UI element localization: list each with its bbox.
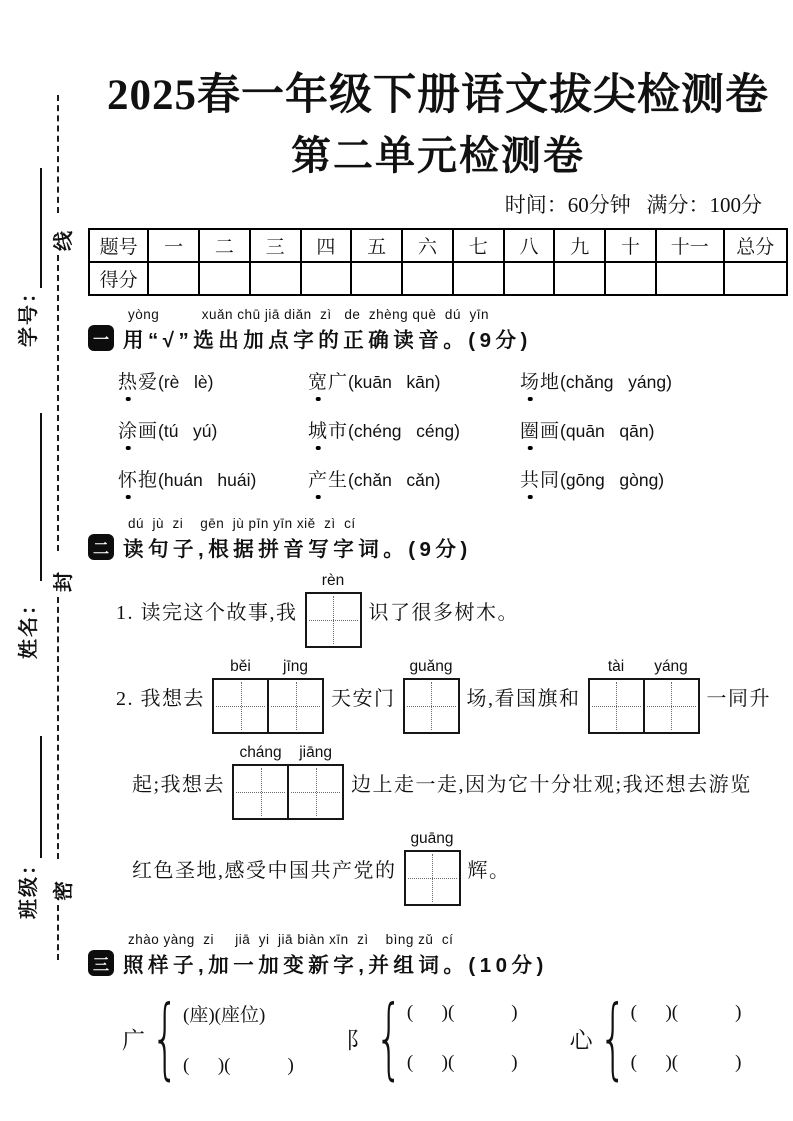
blank-column: [183, 1000, 294, 1077]
pinyin-label-row: [306, 572, 361, 590]
dotted-character: 共: [520, 465, 540, 492]
score-table: [88, 228, 788, 296]
score-entry-cell[interactable]: [605, 262, 656, 295]
writing-cell[interactable]: [214, 680, 267, 732]
dotted-character: 场: [520, 367, 540, 394]
writing-cell[interactable]: [590, 680, 643, 732]
section-3-number-icon: 三: [88, 950, 114, 976]
word-item: [118, 465, 308, 492]
pinyin-label: běi: [230, 658, 251, 676]
score-table-header-cell: 二: [199, 229, 250, 262]
word-rest: 画: [138, 421, 159, 443]
score-label-cell: 得分: [89, 262, 148, 295]
pinyin-options[interactable]: (rè lè): [158, 372, 214, 393]
section-3-title: 照样子,加一加变新字,并组词。(10分): [123, 954, 548, 978]
character-grid-box: [232, 764, 344, 820]
radical-group: [569, 986, 742, 1090]
score-table-header-cell: 十一: [656, 229, 724, 262]
sentence-text: 边上走一走,因为它十分壮观;我还想去游览: [351, 773, 752, 796]
score-table-score-row: [89, 262, 787, 295]
pinyin-label: guāng: [410, 830, 454, 848]
score-table-header-cell: 十: [605, 229, 656, 262]
character-grid-box: [588, 678, 700, 734]
page-subtitle: 第二单元检测卷: [291, 133, 585, 179]
score-table-header-cell: 六: [402, 229, 453, 262]
section-1: [88, 307, 788, 492]
section-1-number-icon: 一: [88, 325, 114, 351]
paper-body: [88, 0, 788, 1090]
exam-time-score-info: 时间：60分钟 满分：100分: [504, 193, 762, 218]
score-entry-cell[interactable]: [656, 262, 724, 295]
word-choice-grid: [118, 367, 788, 492]
sentence-text: 起;我想去: [132, 773, 226, 796]
word-item: [118, 367, 308, 394]
writing-box: [404, 830, 461, 906]
pinyin-label-row: [233, 744, 343, 762]
word-blank-row[interactable]: ( )( ): [406, 1002, 518, 1024]
character-grid-box: [403, 678, 460, 734]
score-table-header-cell: 题号: [89, 229, 148, 262]
brace: {: [598, 986, 627, 1090]
score-entry-cell[interactable]: [250, 262, 301, 295]
radical-group: [345, 986, 518, 1090]
dotted-character: 宽: [308, 367, 328, 394]
writing-box: [403, 658, 460, 734]
score-entry-cell[interactable]: [351, 262, 402, 295]
pinyin-label: guǎng: [409, 658, 453, 676]
pinyin-label-row: [404, 658, 459, 676]
score-entry-cell[interactable]: [724, 262, 787, 295]
pinyin-label-row: [213, 658, 323, 676]
dotted-character: 热: [118, 367, 138, 394]
word-rest: 抱: [138, 470, 159, 492]
sentence-line: [116, 658, 788, 734]
blank-column: [631, 1002, 742, 1074]
pinyin-label: rèn: [321, 572, 345, 590]
writing-box: [588, 658, 700, 734]
radical-char: 心: [569, 1027, 593, 1053]
sentence-text: 识了很多树木。: [368, 601, 519, 624]
word-blank-row[interactable]: ( )( ): [183, 1054, 294, 1076]
section-1-title: 用“√”选出加点字的正确读音。(9分): [123, 329, 532, 353]
pinyin-label: yáng: [654, 658, 688, 676]
word-blank-row[interactable]: (座)(座位): [183, 1004, 266, 1026]
pinyin-label: jiāng: [299, 744, 332, 762]
word-rest: 生: [328, 470, 349, 492]
seal-char-line: 线: [53, 231, 75, 251]
word-item: [308, 465, 520, 492]
section-2-title: 读句子,根据拼音写字词。(9分): [123, 538, 472, 562]
class-label: 班级：: [18, 853, 40, 919]
writing-cell[interactable]: [643, 680, 698, 732]
section-1-pinyin: yòng xuǎn chū jiā diǎn zì de zhèng què dú yīn: [128, 307, 489, 323]
sentence-text: 场,看国旗和: [466, 687, 581, 710]
score-table-header-cell: 三: [250, 229, 301, 262]
sentence-line: [132, 830, 788, 906]
dotted-character: 涂: [118, 416, 138, 443]
sentence-text: 2. 我想去: [116, 687, 205, 710]
score-table-header-cell: 八: [504, 229, 555, 262]
pinyin-label: jīng: [283, 658, 308, 676]
seal-dashed-line: [57, 905, 59, 960]
character-grid-box: [212, 678, 324, 734]
word-item: [118, 416, 308, 443]
dotted-character: 圈: [520, 416, 540, 443]
word-item: [520, 416, 788, 443]
sentence-line: [116, 572, 788, 648]
score-entry-cell[interactable]: [554, 262, 605, 295]
radical-group: [122, 986, 294, 1090]
pinyin-options[interactable]: (tú yú): [158, 421, 218, 442]
name-blank[interactable]: [40, 413, 42, 581]
radical-char: 广: [122, 1027, 145, 1053]
sentence-line: [132, 744, 788, 820]
pinyin-label-row: [405, 830, 460, 848]
score-table-header-cell: 五: [351, 229, 402, 262]
character-grid-box: [404, 850, 461, 906]
pinyin-options[interactable]: (gōng gòng): [560, 470, 665, 491]
section-3: [88, 932, 788, 1090]
radical-char: 阝: [345, 1027, 369, 1053]
writing-cell[interactable]: [287, 766, 342, 818]
sentence-text: 红色圣地,感受中国共产党的: [132, 859, 397, 882]
seal-dashed-line: [57, 255, 59, 551]
class-blank[interactable]: [40, 736, 42, 858]
sentence-list: [116, 572, 788, 906]
pinyin-options[interactable]: (chǎn cǎn): [348, 470, 441, 491]
score-table-header-cell: 七: [453, 229, 504, 262]
word-blank-row[interactable]: ( )( ): [630, 1002, 742, 1024]
radical-group-row: [122, 986, 788, 1090]
writing-cell[interactable]: [267, 680, 322, 732]
pinyin-options[interactable]: (huán huái): [158, 470, 257, 491]
score-entry-cell[interactable]: [301, 262, 352, 295]
writing-cell[interactable]: [405, 680, 458, 732]
seal-dashed-line: [57, 597, 59, 859]
dotted-character: 城: [308, 416, 328, 443]
dotted-character: 怀: [118, 465, 138, 492]
word-rest: 广: [328, 372, 349, 394]
word-item: [520, 465, 788, 492]
pinyin-options[interactable]: (chǎng yáng): [560, 372, 672, 393]
seal-char-mi: 密: [53, 881, 75, 901]
score-table-header-cell: 总分: [724, 229, 787, 262]
blank-column: [407, 1002, 518, 1074]
word-rest: 市: [328, 421, 349, 443]
score-entry-cell[interactable]: [453, 262, 504, 295]
writing-box: [232, 744, 344, 820]
writing-box: [212, 658, 324, 734]
score-table-header-cell: 一: [148, 229, 199, 262]
score-entry-cell[interactable]: [199, 262, 250, 295]
score-entry-cell[interactable]: [148, 262, 199, 295]
sentence-text: 1. 读完这个故事,我: [116, 601, 298, 624]
score-table-header-row: [89, 229, 787, 262]
word-item: [520, 367, 788, 394]
word-rest: 画: [540, 421, 561, 443]
section-3-pinyin: zhào yàng zi jiā yi jiā biàn xīn zì bìng zǔ cí: [128, 932, 454, 948]
score-entry-cell[interactable]: [504, 262, 555, 295]
section-2-pinyin: dú jù zi gēn jù pīn yīn xiě zì cí: [128, 516, 356, 532]
word-blank-row[interactable]: ( )( ): [630, 1052, 742, 1074]
sentence-text: 天安门: [331, 687, 396, 710]
score-table-header-cell: 四: [301, 229, 352, 262]
name-label: 姓名：: [18, 593, 40, 659]
dotted-character: 产: [308, 465, 328, 492]
pinyin-label-row: [589, 658, 699, 676]
brace: {: [374, 986, 403, 1090]
score-entry-cell[interactable]: [402, 262, 453, 295]
pinyin-options[interactable]: (quān qān): [560, 421, 655, 442]
word-item: [308, 367, 520, 394]
student-id-label: 学号：: [18, 281, 40, 347]
word-item: [308, 416, 520, 443]
pinyin-options[interactable]: (chéng céng): [348, 421, 460, 442]
pinyin-label: cháng: [239, 744, 282, 762]
student-id-blank[interactable]: [40, 168, 42, 288]
word-rest: 爱: [138, 372, 159, 394]
section-2-number-icon: 二: [88, 534, 114, 560]
page-title: 2025春一年级下册语文拔尖检测卷: [107, 72, 769, 119]
character-grid-box: [305, 592, 362, 648]
sentence-text: 辉。: [467, 859, 511, 882]
word-rest: 同: [540, 470, 561, 492]
writing-box: [305, 572, 362, 648]
brace: {: [151, 986, 179, 1090]
writing-cell[interactable]: [234, 766, 287, 818]
sentence-text: 一同升: [706, 687, 771, 710]
score-table-header-cell: 九: [554, 229, 605, 262]
seal-dashed-line: [57, 95, 59, 213]
word-blank-row[interactable]: ( )( ): [406, 1052, 518, 1074]
writing-cell[interactable]: [406, 852, 459, 904]
writing-cell[interactable]: [307, 594, 360, 646]
pinyin-label: tài: [607, 658, 625, 676]
pinyin-options[interactable]: (kuān kān): [348, 372, 441, 393]
seal-char-feng: 封: [53, 572, 75, 592]
word-rest: 地: [540, 372, 561, 394]
section-2: [88, 516, 788, 906]
